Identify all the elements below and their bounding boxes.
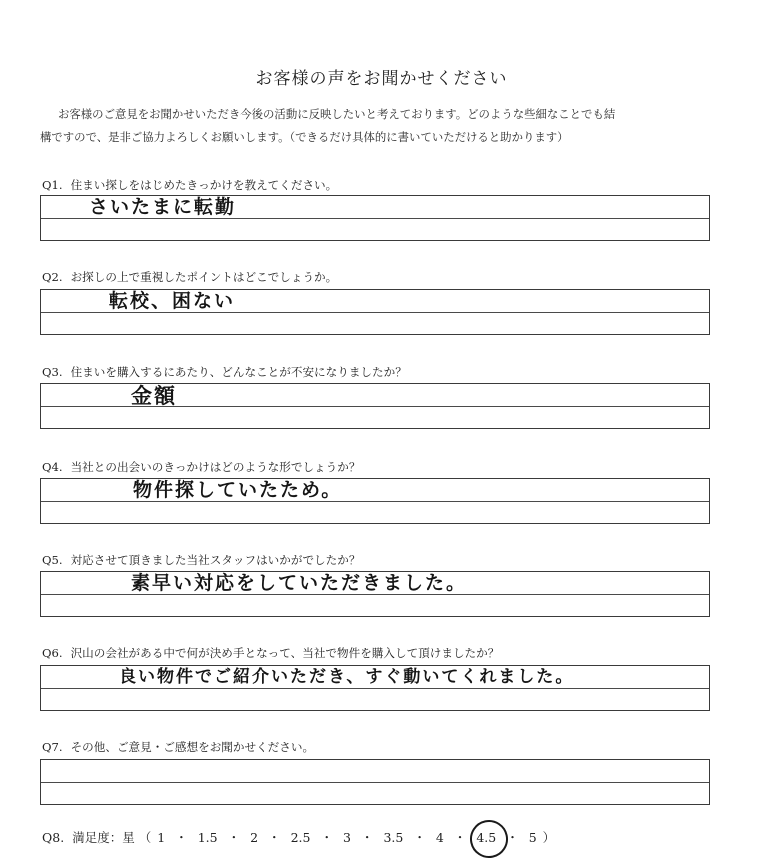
question-number: Q2. [42, 270, 63, 284]
rating-separator: ・ [413, 830, 426, 845]
question-number: Q8. [42, 830, 65, 845]
rating-separator: ・ [506, 830, 519, 845]
rating-option[interactable]: 2.5 [290, 830, 311, 845]
rating-separator: ・ [320, 830, 333, 845]
question-7 [42, 739, 314, 755]
handwritten-answer: 素早い対応をしていただきました。 [131, 572, 468, 594]
question-5 [42, 552, 360, 568]
answer-box-7[interactable] [40, 759, 710, 805]
handwritten-answer: 物件探していたため。 [133, 479, 343, 501]
rating-option[interactable]: 3 [342, 830, 351, 845]
question-3 [42, 364, 407, 380]
answer-box-6[interactable] [40, 665, 710, 711]
rating-option[interactable]: 5 [528, 830, 537, 845]
question-number: Q1. [42, 178, 63, 192]
question-text: 沢山の会社がある中で何が決め手となって、当社で物件を購入して頂けましたか？ [70, 646, 500, 660]
question-4 [42, 459, 360, 475]
close-paren: ） [542, 830, 556, 845]
question-text: 住まい探しをはじめたきっかけを教えてください。 [70, 178, 338, 192]
rating-option[interactable]: 2 [250, 830, 259, 845]
intro-text [40, 103, 730, 149]
rating-separator: ・ [268, 830, 281, 845]
question-number: Q5. [42, 553, 63, 567]
satisfaction-rating [42, 828, 555, 846]
handwritten-answer: 金額 [131, 384, 177, 408]
rating-separator: ・ [227, 830, 241, 845]
rating-separator: ・ [453, 830, 467, 845]
rating-option[interactable]: 3.5 [383, 830, 404, 845]
rating-option[interactable]: 4 [435, 830, 444, 845]
answer-box-1[interactable] [40, 195, 710, 241]
question-text: お探しの上で重視したポイントはどこでしょうか。 [70, 270, 338, 284]
answer-box-2[interactable] [40, 289, 710, 335]
intro-line-2: 構ですので、是非ご協力よろしくお願いします。（できるだけ具体的に書いていただけると助かります） [40, 130, 569, 144]
handwritten-answer: さいたまに転勤 [89, 196, 237, 218]
question-1 [42, 177, 337, 193]
question-number: Q7. [42, 740, 63, 754]
open-paren: （ [138, 830, 152, 845]
handwritten-answer: 転校、困ない [109, 290, 236, 312]
question-text: その他、ご意見・ご感想をお聞かせください。 [70, 740, 315, 754]
rating-options [155, 830, 538, 845]
question-number: Q6. [42, 646, 63, 660]
rating-label: 満足度：星 [72, 830, 135, 845]
rating-separator: ・ [175, 830, 188, 845]
rating-option[interactable]: 4.5 [476, 830, 496, 845]
question-text: 住まいを購入するにあたり、どんなことが不安になりましたか？ [70, 365, 407, 379]
page-title: お客様の声をお聞かせください [255, 69, 508, 89]
question-6 [42, 645, 499, 661]
rating-option[interactable]: 1 [157, 830, 166, 845]
answer-box-5[interactable] [40, 571, 710, 617]
answer-box-4[interactable] [40, 478, 710, 524]
question-text: 対応させて頂きました当社スタッフはいかがでしたか？ [70, 553, 361, 567]
handwritten-answer: 良い物件でご紹介いただき、すぐ動いてくれました。 [119, 667, 575, 687]
selected-circle-mark [467, 816, 512, 861]
question-text: 当社との出会いのきっかけはどのような形でしょうか？ [70, 460, 361, 474]
question-2 [42, 269, 337, 285]
rating-separator: ・ [360, 830, 374, 845]
answer-box-3[interactable] [40, 383, 710, 429]
question-number: Q4. [42, 460, 63, 474]
intro-line-1: お客様のご意見をお聞かせいただき今後の活動に反映したいと考えております。どのような些細なことでも結 [58, 107, 616, 121]
question-number: Q3. [42, 365, 63, 379]
rating-option[interactable]: 1.5 [197, 830, 218, 845]
